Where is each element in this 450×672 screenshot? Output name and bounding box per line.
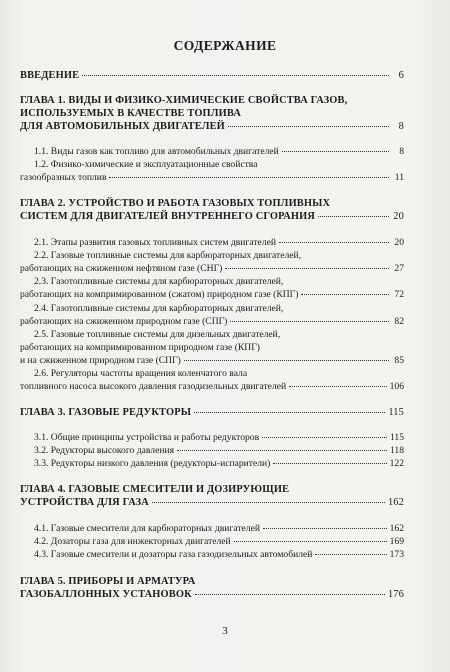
toc-entry-label: 4.2. Дозаторы газа для инжекторных двигателей [34,536,231,547]
toc-page-number: 11 [394,172,404,183]
toc-entry-label: работающих на сжиженном природном газе (СПГ) [20,316,228,327]
toc-entry-2-3-line1: 2.3. Газотопливные системы для карбюраторных двигателей, [34,276,284,287]
toc-page-number: 8 [399,146,404,157]
toc-page-number: 27 [394,263,404,274]
toc-entry-2-1[interactable] [34,237,404,248]
toc-entry-label: 3.2. Редукторы высокого давления [34,445,175,456]
toc-entry-label: 2.1. Этапы развития газовых топливных систем двигателей [34,237,276,248]
toc-entry-label: 4.1. Газовые смесители для карбюраторных двигателей [34,523,260,534]
toc-entry-chapter-5[interactable] [20,589,404,600]
toc-page-number: 169 [389,536,404,547]
toc-entry-label: и на сжиженном природном газе (СПГ) [20,355,181,366]
page-number: 3 [222,625,228,637]
page-title: СОДЕРЖАНИЕ [173,38,277,53]
toc-page-number: 115 [389,432,404,443]
toc-entry-chapter-3[interactable] [20,407,404,418]
toc-page-number: 85 [394,355,404,366]
toc-page-number: 115 [388,407,404,418]
chapter-5-title-line2: ГАЗОБАЛЛОННЫХ УСТАНОВОК [20,589,192,600]
toc-entry-3-1[interactable] [34,432,404,443]
toc-page-number: 162 [389,523,404,534]
chapter-1-title-line2: ИСПОЛЬЗУЕМЫХ В КАЧЕСТВЕ ТОПЛИВА [20,108,241,119]
toc-entry-2-5[interactable] [20,355,404,366]
toc-entry-2-2[interactable] [20,263,404,274]
toc-entry-1-2-line1: 1.2. Физико-химические и эксплуатационные свойства [34,159,258,170]
leader-dots [273,463,386,464]
toc-entry-intro[interactable] [20,70,404,81]
toc-entry-4-3[interactable] [34,549,404,560]
toc-entry-1-2[interactable] [20,172,404,183]
toc-entry-3-3[interactable] [34,458,404,469]
chapter-5-title-line1: ГЛАВА 5. ПРИБОРЫ И АРМАТУРА [20,576,196,587]
leader-dots [318,216,389,217]
toc-entry-4-2[interactable] [34,536,404,547]
leader-dots [230,321,389,322]
chapter-1-title-line1: ГЛАВА 1. ВИДЫ И ФИЗИКО-ХИМИЧЕСКИЕ СВОЙСТВА ГАЗОВ, [20,95,348,106]
leader-dots [228,126,389,127]
toc-entry-label: топливного насоса высокого давления газодизельных двигателей [20,381,287,392]
toc-entry-2-5-line2: работающих на компримированном природном газе (КПГ) [20,342,260,353]
toc-entry-1-1[interactable] [34,146,404,157]
toc-entry-2-5-line1: 2.5. Газовые топливные системы для дизельных двигателей, [34,329,281,340]
leader-dots [282,151,389,152]
toc-entry-label: газообразных топлив [20,172,107,183]
toc-entry-2-6[interactable] [20,381,404,392]
toc-page-number: 20 [394,237,404,248]
toc-entry-2-4-line1: 2.4. Газотопливные системы для карбюраторных двигателей, [34,303,284,314]
toc-page-number: 8 [398,121,404,132]
chapter-2-title-line1: ГЛАВА 2. УСТРОЙСТВО И РАБОТА ГАЗОВЫХ ТОПЛИВНЫХ [20,198,331,209]
chapter-1-title-line3: ДЛЯ АВТОМОБИЛЬНЫХ ДВИГАТЕЛЕЙ [20,121,225,132]
chapter-4-title-line1: ГЛАВА 4. ГАЗОВЫЕ СМЕСИТЕЛИ И ДОЗИРУЮЩИЕ [20,484,290,495]
toc-page-number: 6 [398,70,404,81]
toc-entry-4-1[interactable] [34,523,404,534]
toc-page-number: 162 [387,497,404,508]
toc-entry-label: 3.1. Общие принципы устройства и работы редукторов [34,432,260,443]
toc-entry-2-6-line1: 2.6. Регуляторы частоты вращения коленчатого вала [34,368,248,379]
leader-dots [152,502,385,503]
chapter-4-title-line2: УСТРОЙСТВА ДЛЯ ГАЗА [20,497,149,508]
leader-dots [315,554,386,555]
toc-entry-label: 3.3. Редукторы низкого давления (редукторы-испарители) [34,458,271,469]
leader-dots [109,177,389,178]
leader-dots [263,528,387,529]
leader-dots [262,437,387,438]
leader-dots [225,268,389,269]
toc-page-number: 72 [394,289,404,300]
toc-entry-2-4[interactable] [20,316,404,327]
toc-entry-label: 4.3. Газовые смесители и дозаторы газа газодизельных автомобилей [34,549,313,560]
leader-dots [194,412,385,413]
leader-dots [279,242,389,243]
toc-entry-3-2[interactable] [34,445,404,456]
leader-dots [177,450,387,451]
leader-dots [82,75,389,76]
toc-entry-label: работающих на сжиженном нефтяном газе (СНГ) [20,263,223,274]
toc-entry-chapter-4[interactable] [20,497,404,508]
leader-dots [195,594,385,595]
toc-page-number: 106 [389,381,404,392]
toc-entry-2-3[interactable] [20,289,404,300]
toc-entry-label: 1.1. Виды газов как топливо для автомобильных двигателей [34,146,279,157]
toc-page-number: 173 [389,549,404,560]
toc-entry-chapter-2[interactable] [20,211,404,222]
leader-dots [184,360,389,361]
toc-entry-2-2-line1: 2.2. Газовые топливные системы для карбюраторных двигателей, [34,250,302,261]
toc-entry-label: работающих на компримированном (сжатом) природном газе (КПГ) [20,289,299,300]
toc-entry-chapter-1[interactable] [20,121,404,132]
chapter-2-title-line2: СИСТЕМ ДЛЯ ДВИГАТЕЛЕЙ ВНУТРЕННЕГО СГОРАНИЯ [20,211,316,222]
toc-entry-label: ВВЕДЕНИЕ [20,70,80,81]
toc-page-number: 176 [387,589,404,600]
leader-dots [301,294,389,295]
toc-page-number: 118 [389,445,404,456]
leader-dots [289,386,386,387]
toc-page-number: 82 [394,316,404,327]
toc-page-number: 20 [393,211,404,222]
toc-page-number: 122 [389,458,404,469]
chapter-3-title: ГЛАВА 3. ГАЗОВЫЕ РЕДУКТОРЫ [20,407,192,418]
leader-dots [234,541,387,542]
